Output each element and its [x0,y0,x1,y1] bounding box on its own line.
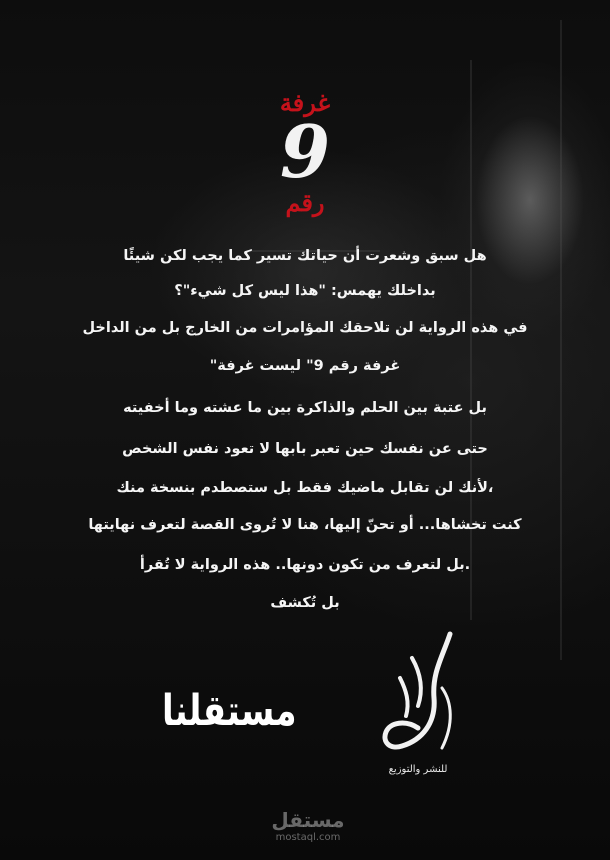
body-line: بداخلك يهمس: "هذا ليس كل شيء"؟ [174,283,436,299]
title-number: 9 [279,109,331,194]
title-word-room: غرفة [279,88,331,117]
body-line: بل تُكشف [270,595,340,611]
book-title [250,88,360,223]
body-line: كنت تخشاها... أو تحنّ إليها، هنا لا تُروى القصة لتعرف نهايتها [88,517,522,533]
body-line: حتى عن نفسك حين تعبر بابها لا تعود نفس الشخص [122,441,488,457]
publisher-caption: للنشر والتوزيع [388,764,448,775]
watermark [268,808,348,844]
publisher-logo-left: مستقلنا [162,686,297,736]
publisher-calligraphy-logo [372,628,464,768]
body-line: في هذه الرواية لن تلاحقك المؤامرات من الخارج بل من الداخل [82,320,528,336]
body-line: بل عتبة بين الحلم والذاكرة بين ما عشته وما أخفيته [123,400,487,416]
body-line: غرفة رقم 9" ليست غرفة" [209,358,401,374]
watermark-arabic: مستقل [271,808,345,832]
watermark-latin: mostaql.com [275,832,341,843]
title-word-number: رقم [285,188,325,217]
body-line: هل سبق وشعرت أن حياتك تسير كما يجب لكن شيئًا [123,248,487,264]
body-line: ،لأنك لن تقابل ماضيك فقط بل ستصطدم بنسخة منك [116,480,494,496]
corridor-line [470,60,472,620]
body-line: .بل لتعرف من تكون دونها.. هذه الرواية لا تُقرأ [139,557,471,573]
